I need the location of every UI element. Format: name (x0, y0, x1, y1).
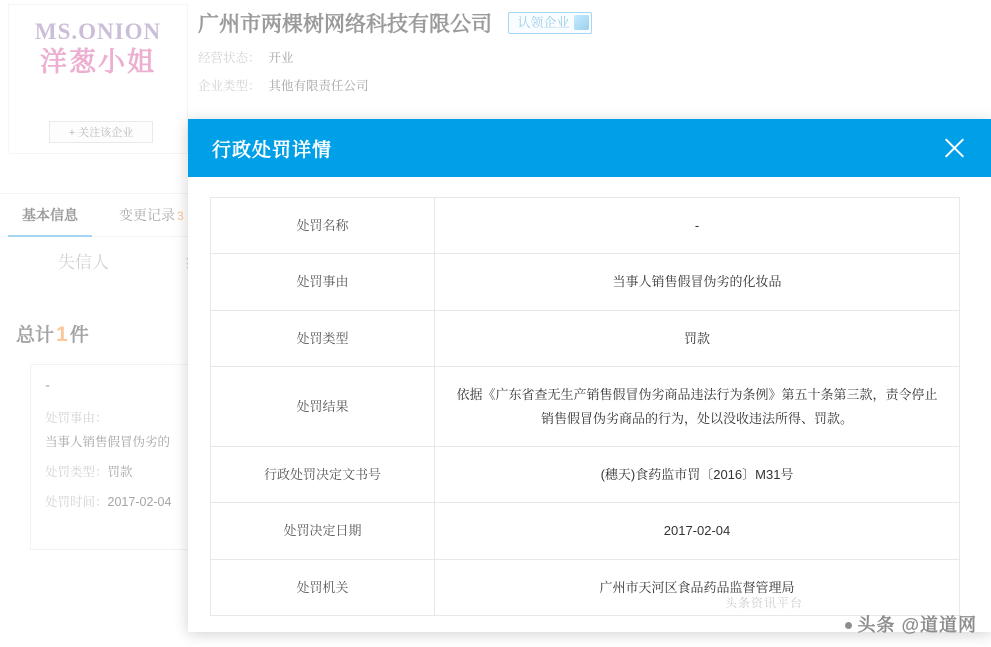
row-key: 处罚结果 (211, 367, 435, 447)
row-key: 处罚类型 (211, 310, 435, 366)
table-row (211, 446, 960, 502)
table-row (211, 254, 960, 310)
row-key: 处罚事由 (211, 254, 435, 310)
table-row (211, 367, 960, 447)
close-icon[interactable] (939, 133, 969, 163)
row-value: 2017-02-04 (435, 503, 960, 559)
penalty-detail-modal (188, 119, 991, 632)
row-value: 广州市天河区食品药品监督管理局 (435, 559, 960, 615)
table-row (211, 310, 960, 366)
watermark-primary (845, 611, 977, 637)
row-value: 当事人销售假冒伪劣的化妆品 (435, 254, 960, 310)
table-row (211, 559, 960, 615)
row-key: 行政处罚决定文书号 (211, 446, 435, 502)
modal-title: 行政处罚详情 (212, 139, 333, 161)
row-key: 处罚名称 (211, 198, 435, 254)
watermark-dot-icon (845, 622, 852, 629)
row-value: 依据《广东省查无生产销售假冒伪劣商品违法行为条例》第五十条第三款，责令停止销售假冒伪劣商品的行为，处以没收违法所得、罚款。 (435, 367, 960, 447)
watermark-secondary: 头条资讯平台 (724, 596, 803, 610)
row-key: 处罚决定日期 (211, 503, 435, 559)
modal-body (188, 177, 991, 632)
watermark-primary-label: 头条 @道道网 (857, 615, 977, 635)
modal-header (188, 119, 991, 177)
row-value: - (435, 198, 960, 254)
table-row (211, 198, 960, 254)
row-value: 罚款 (435, 310, 960, 366)
row-key: 处罚机关 (211, 559, 435, 615)
row-value: (穗天)食药监市罚〔2016〕M31号 (435, 446, 960, 502)
table-row (211, 503, 960, 559)
penalty-detail-table (210, 197, 960, 616)
